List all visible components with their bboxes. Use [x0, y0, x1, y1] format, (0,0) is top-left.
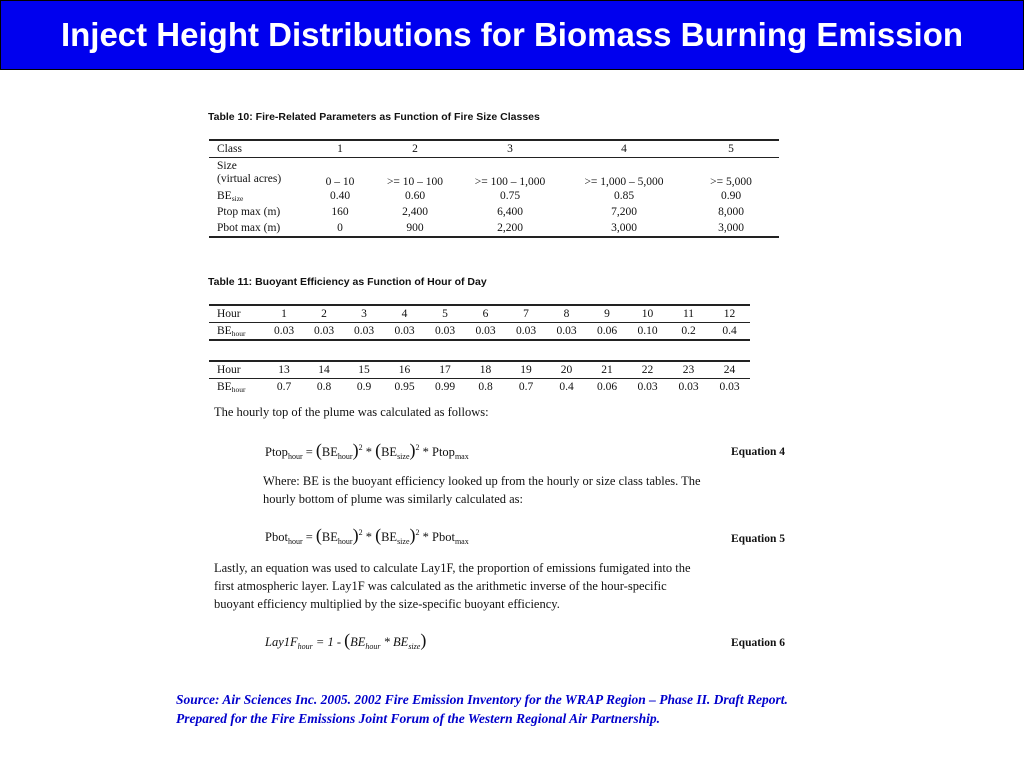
lastly-line2: first atmospheric layer. Lay1F was calculated as the arithmetic inverse of the hour-specific	[214, 579, 667, 593]
where-text	[263, 472, 701, 508]
be-subscript: size	[231, 193, 244, 203]
hour-cell: 17	[425, 361, 465, 379]
hour-cell: 7	[506, 305, 546, 323]
table10-size-cell: >= 10 – 100	[386, 176, 444, 188]
be-text: BE	[217, 324, 232, 337]
table10	[209, 139, 779, 238]
where-line2: hourly bottom of plume was similarly calculated as:	[263, 492, 524, 506]
eq4-var-sub: max	[454, 452, 469, 461]
eq5-be-hour: BE	[321, 530, 338, 544]
be-cell: 0.03	[637, 381, 658, 393]
eq6-one-minus: 1 -	[327, 635, 341, 649]
table10-pbot-label: Pbot max (m)	[209, 220, 305, 237]
lastly-text	[214, 559, 691, 613]
eq4-lhs-sub: hour	[287, 452, 303, 461]
table11-be-label	[209, 379, 264, 396]
table10-header-label: Class	[209, 140, 305, 158]
eq5-sq1: 2	[358, 528, 363, 537]
be-text: BE	[217, 380, 232, 393]
hour-cell: 20	[546, 361, 587, 379]
table10-be-cell: 0.40	[329, 190, 351, 202]
lastly-line3: buoyant efficiency multiplied by the size-specific buoyant efficiency.	[214, 597, 560, 611]
eq5-sq2: 2	[415, 528, 420, 537]
table10-ptop-cell: 7,200	[611, 206, 637, 218]
be-cell: 0.06	[596, 381, 618, 393]
be-cell: 0.03	[506, 323, 546, 341]
table10-pbot-row	[209, 220, 779, 237]
eq5-be-size: BE	[381, 530, 398, 544]
be-cell: 0.2	[668, 323, 709, 341]
be-subscript: hour	[231, 328, 246, 338]
table10-be-cell: 0.60	[404, 190, 426, 202]
table10-be-cell: 0.90	[720, 190, 742, 202]
table10-be-label	[209, 188, 305, 204]
table11-be-row	[209, 323, 750, 341]
equation-4-label: Equation 4	[731, 446, 786, 458]
hour-cell: 8	[546, 305, 587, 323]
be-cell: 0.4	[709, 323, 750, 341]
be-cell: 0.4	[559, 381, 574, 393]
table10-size-cell: >= 5,000	[710, 176, 752, 188]
size-label-line2: (virtual acres)	[217, 173, 282, 185]
be-cell: 0.03	[465, 323, 506, 341]
be-cell: 0.7	[518, 381, 534, 393]
table10-ptop-cell: 160	[331, 206, 349, 218]
be-cell: 0.03	[384, 323, 425, 341]
eq5-var: Pbot	[432, 530, 455, 544]
where-line1: Where: BE is the buoyant efficiency looked up from the hourly or size class tables. The	[263, 474, 701, 488]
eq4-lhs: Ptop	[265, 445, 288, 459]
hour-cell: 2	[304, 305, 344, 323]
eq4-size-sub: size	[397, 452, 410, 461]
table11-hour-row	[209, 361, 750, 379]
table10-ptop-cell: 2,400	[402, 206, 428, 218]
hour-cell: 10	[627, 305, 668, 323]
hour-cell: 5	[425, 305, 465, 323]
table10-caption: Table 10: Fire-Related Parameters as Function of Fire Size Classes	[208, 111, 540, 123]
eq4-hour-sub: hour	[337, 452, 353, 461]
be-cell: 0.03	[678, 381, 699, 393]
table10-size-cell: >= 1,000 – 5,000	[584, 176, 664, 188]
hour-cell: 21	[587, 361, 627, 379]
table10-size-cell: >= 100 – 1,000	[474, 176, 546, 188]
hour-cell: 12	[709, 305, 750, 323]
table10-pbot-cell: 2,200	[455, 220, 565, 237]
eq4-sq1: 2	[358, 443, 363, 452]
table10-ptop-label: Ptop max (m)	[217, 206, 281, 218]
source-line2: Prepared for the Fire Emissions Joint Forum of the Western Regional Air Partnership.	[176, 711, 660, 726]
eq4-sq2: 2	[415, 443, 420, 452]
be-cell: 0.7	[276, 381, 292, 393]
hour-cell: 4	[384, 305, 425, 323]
be-cell: 0.03	[546, 323, 587, 341]
be-cell: 0.03	[425, 323, 465, 341]
table10-be-cell: 0.85	[613, 190, 635, 202]
be-cell: 0.8	[478, 381, 493, 393]
source-citation	[176, 690, 976, 728]
table10-pbot-cell: 3,000	[683, 220, 779, 237]
eq6-be-hour: BE	[350, 635, 366, 649]
table10-pbot-cell: 3,000	[565, 220, 683, 237]
table11-hour-label: Hour	[209, 305, 264, 323]
hour-cell: 6	[465, 305, 506, 323]
equation-4: Ptop$_{hour}$ = $(BE_{hour})^2 * (BE_{size})^2$ * Ptop$_{max}$	[265, 440, 469, 461]
table11-part-a	[209, 304, 750, 341]
be-cell: 0.03	[304, 323, 344, 341]
hour-cell: 1	[264, 305, 304, 323]
table10-pbot-cell: 900	[375, 220, 455, 237]
be-cell: 0.10	[627, 323, 668, 341]
hour-cell: 3	[344, 305, 384, 323]
eq6-size-sub: size	[408, 642, 421, 651]
hour-cell: 14	[304, 361, 344, 379]
size-label-line1: Size	[217, 160, 237, 172]
table10-size-row	[209, 158, 779, 189]
eq4-var: Ptop	[432, 445, 455, 459]
be-cell: 0.95	[394, 381, 415, 393]
table10-be-row	[209, 188, 779, 204]
eq5-var-sub: max	[454, 537, 469, 546]
eq5-hour-sub: hour	[337, 537, 353, 546]
table11-be-row	[209, 379, 750, 396]
intro-text: The hourly top of the plume was calculated as follows:	[214, 405, 489, 419]
table10-be-cell: 0.75	[499, 190, 521, 202]
table11-hour-label: Hour	[209, 361, 264, 379]
table10-size-label	[209, 158, 305, 189]
table10-size-cell: 0 – 10	[325, 176, 355, 188]
be-subscript: hour	[231, 384, 246, 394]
eq6-be-size: BE	[393, 635, 409, 649]
be-cell: 0.06	[587, 323, 627, 341]
hour-cell: 22	[627, 361, 668, 379]
be-cell: 0.03	[344, 323, 384, 341]
be-cell: 0.03	[719, 381, 740, 393]
eq5-lhs: Pbot	[265, 530, 288, 544]
hour-cell: 11	[668, 305, 709, 323]
be-cell: 0.03	[264, 323, 304, 341]
table11-be-label	[209, 323, 264, 341]
eq4-be-size: BE	[381, 445, 398, 459]
be-cell: 0.8	[316, 381, 332, 393]
table10-ptop-row	[209, 204, 779, 220]
table10-header-row	[209, 140, 779, 158]
hour-cell: 15	[344, 361, 384, 379]
be-cell: 0.99	[434, 381, 456, 393]
eq5-lhs-sub: hour	[287, 537, 303, 546]
table10-class: 1	[305, 140, 375, 158]
table11-caption: Table 11: Buoyant Efficiency as Function of Hour of Day	[208, 276, 487, 288]
be-cell: 0.9	[356, 381, 372, 393]
hour-cell: 9	[587, 305, 627, 323]
hour-cell: 18	[465, 361, 506, 379]
eq6-lhs-sub: hour	[297, 642, 313, 651]
table10-class: 4	[565, 140, 683, 158]
table10-ptop-cell: 8,000	[718, 206, 744, 218]
slide-title: Inject Height Distributions for Biomass Burning Emission	[60, 16, 964, 53]
table10-ptop-cell: 6,400	[497, 206, 523, 218]
hour-cell: 16	[384, 361, 425, 379]
table10-pbot-cell: 0	[305, 220, 375, 237]
table11-part-b	[209, 360, 750, 395]
eq6-lhs: Lay1F	[265, 635, 298, 649]
eq6-hour-sub: hour	[365, 642, 381, 651]
equation-6: $Lay1F_{hour} = 1 - (BE_{hour} * BE_{size})$	[265, 630, 427, 651]
hour-cell: 13	[264, 361, 304, 379]
equation-5: Pbot$_{hour}$ = $(BE_{hour})^2 * (BE_{size})^2$ * Pbot$_{max}$	[265, 525, 469, 546]
table10-class: 5	[683, 140, 779, 158]
be-text: BE	[217, 189, 232, 202]
lastly-line1: Lastly, an equation was used to calculate Lay1F, the proportion of emissions fumigated into the	[214, 561, 691, 575]
table10-class: 2	[375, 140, 455, 158]
table10-class: 3	[455, 140, 565, 158]
hour-cell: 19	[506, 361, 546, 379]
table11-hour-row	[209, 305, 750, 323]
equation-5-label: Equation 5	[731, 533, 786, 545]
eq5-size-sub: size	[397, 537, 410, 546]
hour-cell: 23	[668, 361, 709, 379]
hour-cell: 24	[709, 361, 750, 379]
eq4-be-hour: BE	[321, 445, 338, 459]
source-line1: Source: Air Sciences Inc. 2005. 2002 Fire Emission Inventory for the WRAP Region – Phase II. Draft Report.	[176, 692, 788, 707]
equation-6-label: Equation 6	[731, 637, 786, 649]
